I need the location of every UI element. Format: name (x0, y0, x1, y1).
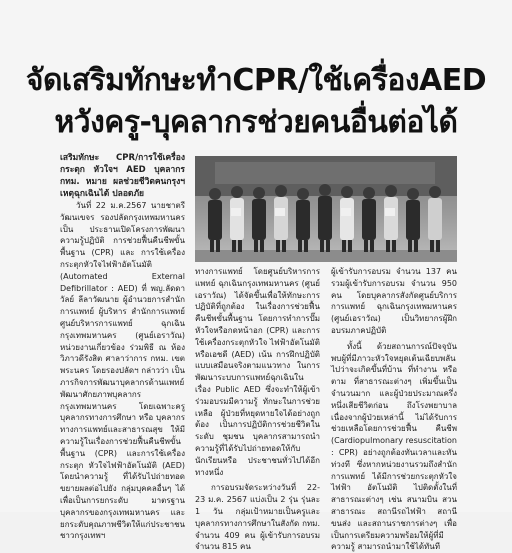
article-column-left (60, 152, 185, 541)
article-body-right-2: ทั้งนี้ ด้วยสถานการณ์ปัจจุบัน พบผู้ที่มีภาวะหัวใจหยุดเต้นเฉียบพลัน ไปว่าจะเกิดขึ้นที่บ้าน ที่ทำงาน หรือตาม ที่สาธารณะต่างๆ เพิ่มขึ้นเป็นจำนวนมาก และผู้ป่วยประมาณครึ่งหนึ่งเสียชีวิตก่อน ถึงโรงพยาบาล เนื่องจากผู้ป่วยเหล่านี้ ไม่ได้รับการช่วยเหลือโดยการช่วยฟื้น คืนชีพ (Cardiopulmonary resuscitation : CPR) อย่างถูกต้องทันเวลาและทันท่วงที ซึ่งหากหน่วยงานรวมถึงสำนักการแพทย์ ได้มีการช่วยกระตุกหัวใจไฟฟ้า อัตโนมัติ ไปติดตั้งในที่สาธารณะต่างๆ เช่น สนามบิน สวนสาธารณะ สถานีรถไฟฟ้า สถานีขนส่ง และสถานราชการต่างๆ เพื่อ เป็นการเตรียมความพร้อมให้ผู้ที่มีความรู้ สามารถนำมาใช้ได้ทันที (331, 341, 457, 552)
article-body-middle: ทางการแพทย์ โดยศูนย์บริหารการแพทย์ ฉุกเฉินกรุงเทพมหานคร (ศูนย์เอราวัณ) ได้จัดขึ้นเพื่อให้ทักษะการปฏิบัติที่ถูกต้อง ในเรื่องการช่วยฟื้นคืนชีพขั้นพื้นฐาน โดยการทำการปั๊มหัวใจหรือกดหน้าอก (CPR) และการใช้เครื่องกระตุกหัวใจ ไฟฟ้าอัตโนมัติ หรือเอชดี (AED) เน้น การฝึกปฏิบัติแบบเสมือนจริงตามแนวทาง ในการพัฒนาระบบการแพทย์ฉุกเฉินใน เรื่อง Public AED ซึ่งจะทำให้ผู้เข้า ร่วมอบรมมีความรู้ ทักษะในการช่วยเหลือ ผู้ป่วยที่หยุดหายใจได้อย่างถูกต้อง เป็นการปฏิบัติการช่วยชีวิตในระดับ ชุมชน บุคลากรสามารถนำความรู้ที่ได้รับไปถ่ายทอดให้กับนักเรียนหรือ ประชาชนทั่วไปได้อีกทางหนึ่ง (195, 267, 320, 477)
article-lead: เสริมทักษะ CPR/การใช้เครื่องกระตุก หัวใจฯ AED บุคลากร กทม. หมาย ผลช่วยชีวิตคนกรุงฯ เหตุฉุกเฉินได้ ปลอดภัย (60, 153, 185, 199)
article-column-right (331, 266, 457, 552)
headline-line-1: จัดเสริมทักษะทำCPR/ใช้เครื่องAED (25, 63, 487, 98)
group-photo (195, 156, 457, 262)
article-body-left: วันที่ 22 ม.ค.2567 นายชาตรี วัฒนเขจร รองปลัดกรุงเทพมหานคร เป็น ประธานเปิดโครงการพัฒนาความรู้ปฏิบัติ การช่วยฟื้นคืนชีพขั้นพื้นฐาน (CPR) และ การใช้เครื่องกระตุกหัวใจไฟฟ้าอัตโนมัติ (Automated External Defibrillator : AED) ที่ พญ.ลัดดาวัลย์ ลีลาวัฒนาย ผู้อำนวยการสำนักการแพทย์ ผู้บริหาร สำนักการแพทย์ ศูนย์บริหารการแพทย์ ฉุกเฉินกรุงเทพมหานคร (ศูนย์เอราวัณ) หน่วยงานเกี่ยวข้อง ร่วมพิธี ณ ห้อง วิภาวดีรังสิต ศาลาว่าการ กทม. เขต พระนคร โดยรองปลัดฯ กล่าวว่า เป็นภารกิจการพัฒนาบุคลากรด้านแพทย์ พัฒนาศักยภาพบุคลากรกรุงเทพมหานคร โดยเฉพาะครู บุคลากรทางการศึกษา หรือ บุคลากรทางการแพทย์และสาธารณสุข ให้มีความรู้ในเรื่องการช่วยฟื้นคืนชีพขั้น พื้นฐาน (CPR) และการใช้เครื่องกระตุก หัวใจไฟฟ้าอัตโนมัติ (AED) โดยนำความรู้ ที่ได้รับไปถ่ายทอดขยายผลต่อไปยัง กลุ่มบุคคลอื่นๆ ได้ เพื่อเป็นการยกระดับ มาตรฐานบุคลากรของกรุงเทพมหานคร และยกระดับคุณภาพชีวิตให้แก่ประชาชน ชาวกรุงเทพฯ (60, 201, 185, 541)
article-body-right: ผู้เข้ารับการอบรม จำนวน 137 คน รวมผู้เข้ารับการอบรม จำนวน 950 คน โดยบุคลากรสังกัดศูนย์บริการการแพทย์ ฉุกเฉินกรุงเทพมหานคร (ศูนย์เอราวัณ) เป็นวิทยากรผู้ฝึกอบรมภาคปฏิบัติ (331, 267, 457, 335)
article-body-middle-2: การอบรมจัดระหว่างวันที่ 22-23 ม.ค. 2567 แบ่งเป็น 2 รุ่น รุ่นละ 1 วัน กลุ่มเป้าหมายเป็นครูและบุคลากรทางการศึกษาในสังกัด กทม. จำนวน 409 คน ผู้เข้ารับการอบรม จำนวน 815 คน (195, 483, 320, 552)
article-column-middle (195, 266, 320, 552)
headline-line-2: หวังครู-บุคลากรช่วยคนอื่นต่อได้ (54, 105, 458, 140)
group-photo-image (195, 156, 457, 262)
